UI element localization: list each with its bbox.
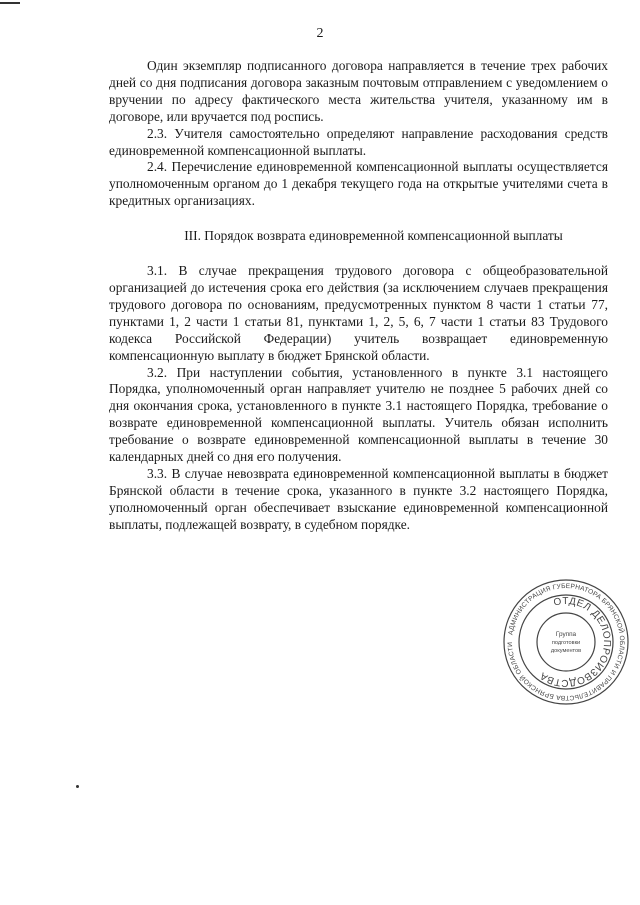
page-number: 2 (316, 26, 324, 41)
document-body (109, 58, 608, 534)
section-heading-iii: III. Порядок возврата единовременной компенсационной выплаты (184, 228, 563, 244)
paragraph-3-2: 3.2. При наступлении события, установленного в пункте 3.1 настоящего Порядка, уполномоченный орган направляет учителю не позднее 5 рабочих дней со дня окончания срока, установленного в пункте 3.1 настоящего Порядка, требование о возврате единовременной компенсационной выплаты. Учитель обязан исполнить требование о возврате единовременной компенсационной выплаты в течение 30 календарных дней со дня его получения. (109, 364, 608, 465)
paragraph-2-3: 2.3. Учителя самостоятельно определяют направление расходования средств единовременной компенсационной выплаты. (109, 125, 608, 158)
scan-edge-mark (0, 2, 20, 4)
stamp-inner-text: ОТДЕЛ ДЕЛОПРОИЗВОДСТВА (537, 595, 613, 689)
department-stamp (502, 578, 630, 706)
stamp-center-line-2: подготовки (551, 640, 581, 646)
scan-dot-mark (76, 785, 79, 788)
stamp-outer-text: АДМИНИСТРАЦИЯ ГУБЕРНАТОРА БРЯНСКОЙ ОБЛАСТИ И ПРАВИТЕЛЬСТВА БРЯНСКОЙ ОБЛАСТИ (506, 582, 626, 702)
paragraph-2-2-continuation: Один экземпляр подписанного договора направляется в течение трех рабочих дней со дня подписания договора заказным почтовым отправлением с уведомлением о вручении по адресу фактического места жительства учителя, указанному им в договоре, или вручается под роспись. (109, 58, 608, 124)
stamp-center-line-1: Группа (555, 631, 577, 638)
paragraph-3-1: 3.1. В случае прекращения трудового договора с общеобразовательной организацией до истечения срока его действия (за исключением случаев прекращения трудового договора по основаниям, предусмотренных пунктом 8 части 1 статьи 77, пунктами 1, 2 части 1 статьи 81, пунктами 1, 2, 5, 6, 7 части 1 статьи 83 Трудового кодекса Российской Федерации) учитель возвращает единовременную компенсационную выплату в бюджет Брянской области. (109, 263, 608, 363)
stamp-center-line-3: документов (550, 648, 582, 654)
paragraph-3-3: 3.3. В случае невозврата единовременной компенсационной выплаты в бюджет Брянской области в течение срока, указанного в пункте 3.2 настоящего Порядка, уполномоченный орган обеспечивает взыскание единовременной компенсационной выплаты, подлежащей возврату, в судебном порядке. (109, 465, 608, 532)
paragraph-2-4: 2.4. Перечисление единовременной компенсационной выплаты осуществляется уполномоченным органом до 1 декабря текущего года на открытые учителями счета в кредитных организациях. (109, 159, 608, 209)
